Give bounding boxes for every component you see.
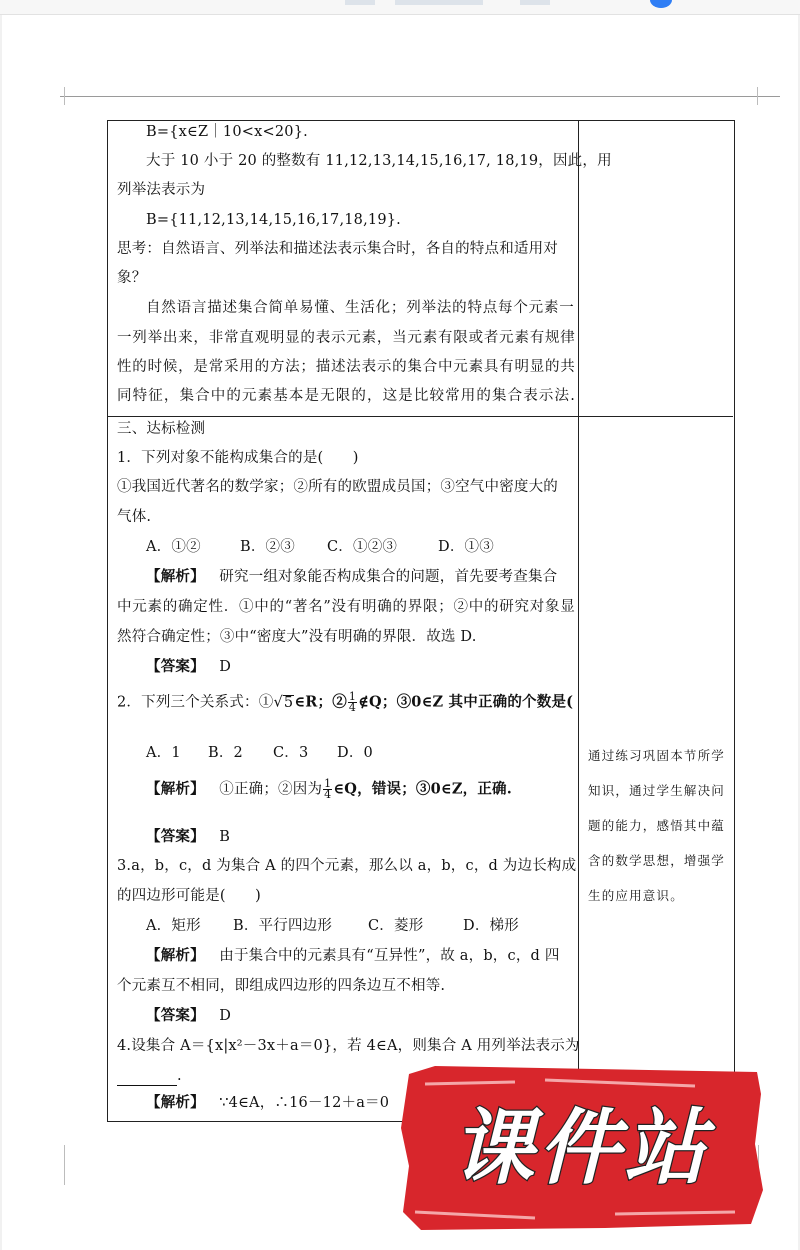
option-d: D．梯形 (463, 918, 519, 934)
toolbar-button[interactable] (650, 0, 672, 8)
fraction-denominator: 4 (348, 701, 357, 714)
table-column-divider (578, 120, 579, 1121)
question-1-options (146, 537, 604, 557)
question-3-options (146, 916, 604, 936)
option-a: A．矩形 (146, 918, 201, 934)
text-line: 象？ (117, 270, 147, 286)
side-note: 通过练习巩固本节所学知识，通过学生解决问题的能力，感悟其中蕴含的数学思想，增强学生的应用意识。 (588, 748, 726, 903)
analysis-text: ①正确；②因为 (219, 781, 323, 798)
toolbar-segment (520, 0, 550, 5)
toolbar-segment (395, 0, 483, 5)
option-c: C．3 (273, 745, 309, 761)
option-b: B．平行四边形 (233, 918, 333, 934)
text-line: 同特征，集合中的元素基本是无限的，这是比较常用的集合表示法. (117, 388, 575, 404)
analysis-text: ∈Q，错误；③0∈Z，正确. (333, 780, 512, 798)
sqrt-radicand: 5 (283, 694, 294, 711)
question-2-stem (117, 692, 575, 713)
analysis-label: 【解析】 (146, 1094, 205, 1111)
crop-mark (757, 87, 758, 105)
question-3-answer (146, 1006, 604, 1026)
crop-mark (64, 87, 65, 105)
question-2-answer (146, 827, 604, 847)
question-1-items: 气体. (117, 509, 152, 525)
text-line: 性的时候，是常采用的方法；描述法表示的集合中元素具有明显的共 (117, 359, 575, 375)
option-d: D．0 (337, 745, 373, 761)
analysis-text: 个元素互不相同，即组成四边形的四条边互不相等. (117, 978, 446, 994)
stem-text: . (177, 1068, 182, 1084)
watermark-text: 课件站 (452, 1101, 710, 1196)
analysis-text: 由于集合中的元素具有“互异性”，故 a，b，c，d 四 (219, 948, 560, 964)
option-c: C．①②③ (327, 539, 398, 555)
question-1-answer (146, 657, 604, 677)
header-rule (60, 96, 780, 97)
think-question: 思考：自然语言、列举法和描述法表示集合时，各自的特点和适用对 (117, 241, 558, 257)
table-row-divider (107, 416, 733, 417)
question-4-stem: 4.设集合 A＝{x|x²－3x＋a＝0}，若 4∈A，则集合 A 用列举法表示为 (117, 1038, 580, 1054)
question-2-analysis (146, 779, 604, 800)
analysis-text: 然符合确定性；③中“密度大”没有明确的界限．故选 D. (117, 629, 477, 645)
analysis-label: 【解析】 (146, 568, 205, 585)
question-3-stem: 3.a，b，c，d 为集合 A 的四个元素，那么以 a，b，c，d 为边长构成 (117, 858, 577, 874)
fraction-numerator: 1 (324, 777, 332, 790)
question-2-options (146, 743, 604, 763)
fraction-numerator: 1 (348, 690, 357, 703)
stem-text: ∈R；② (294, 693, 347, 711)
option-a: A．①② (146, 539, 201, 555)
text-line: 一列举出来，非常直观明显的表示元素，当元素有限或者元素有规律 (117, 330, 575, 346)
option-a: A．1 (146, 745, 181, 761)
fraction-denominator: 4 (324, 788, 332, 801)
option-b: B．2 (208, 745, 243, 761)
answer-value: D (219, 1008, 232, 1024)
option-c: C．菱形 (368, 918, 424, 934)
answer-label: 【答案】 (146, 658, 205, 675)
question-3-stem: 的四边形可能是( ) (117, 888, 262, 904)
crop-mark (64, 1145, 65, 1185)
question-1-stem: 1．下列对象不能构成集合的是( ) (117, 450, 359, 466)
set-b-description: B={x∈Z｜10<x<20}. (146, 124, 308, 140)
answer-label: 【答案】 (146, 1007, 205, 1024)
fraction (323, 779, 332, 800)
section-title: 三、达标检测 (117, 421, 206, 437)
stem-text: ∉Q；③0∈Z 其中正确的个数是( (358, 693, 574, 711)
text-line: 自然语言描述集合简单易懂、生活化；列举法的特点每个元素一 (146, 300, 574, 316)
analysis-text: 中元素的确定性．①中的“著名”没有明确的界限；②中的研究对象显 (117, 599, 575, 615)
question-1-analysis (146, 567, 604, 587)
stem-text: 2．下列三个关系式：① (117, 694, 274, 711)
answer-value: B (219, 829, 231, 845)
analysis-text: 研究一组对象能否构成集合的问题，首先要考查集合 (219, 569, 558, 585)
text-line: 列举法表示为 (117, 182, 206, 198)
option-d: D．①③ (438, 539, 494, 555)
question-1-items: ①我国近代著名的数学家；②所有的欧盟成员国；③空气中密度大的 (117, 479, 558, 495)
toolbar-segment (345, 0, 375, 5)
analysis-text: ∵4∈A，∴16－12＋a＝0 (219, 1095, 390, 1111)
answer-label: 【答案】 (146, 828, 205, 845)
question-3-analysis (146, 946, 604, 966)
answer-value: D (219, 659, 232, 675)
option-b: B．②③ (240, 539, 295, 555)
text-line: 大于 10 小于 20 的整数有 11,12,13,14,15,16,17, 18,19，因此，用 (146, 153, 612, 169)
set-b-listing: B={11,12,13,14,15,16,17,18,19}. (146, 212, 401, 228)
watermark-logo (395, 1062, 767, 1232)
answer-blank (117, 1071, 177, 1086)
sqrt-symbol: √ (273, 694, 283, 711)
analysis-label: 【解析】 (146, 780, 205, 798)
browser-top-strip (0, 0, 800, 15)
analysis-label: 【解析】 (146, 947, 205, 964)
fraction (348, 692, 357, 713)
